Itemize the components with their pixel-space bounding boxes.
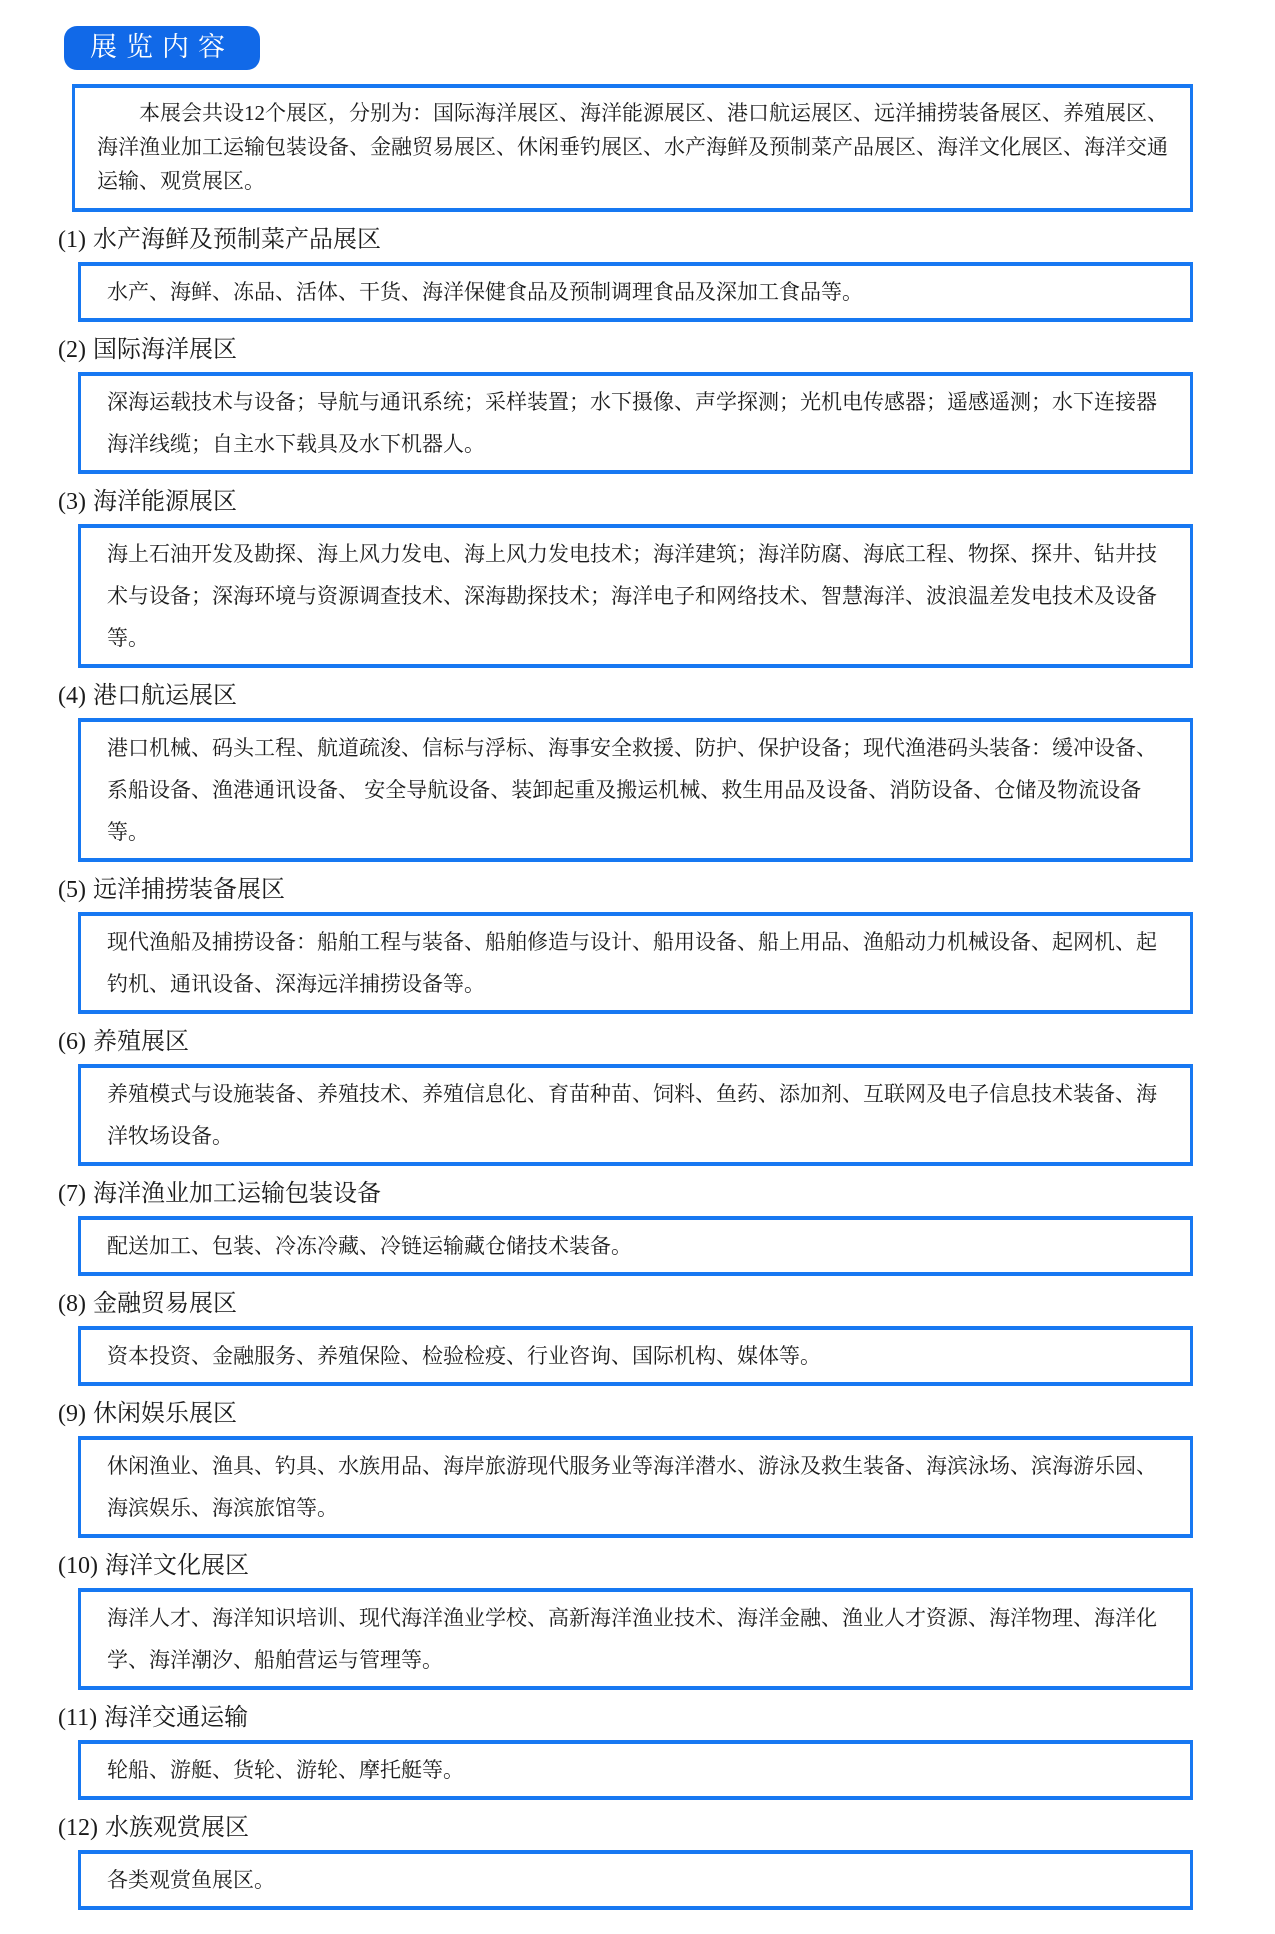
zone-heading	[58, 681, 1275, 711]
zone-number: (2)	[58, 337, 86, 363]
zone-number: (4)	[58, 683, 86, 709]
exhibition-zone-section	[0, 1703, 1275, 1800]
zone-sections-list	[0, 225, 1275, 1910]
page-title: 展览内容	[90, 32, 234, 62]
zone-description: 资本投资、金融服务、养殖保险、检验检疫、行业咨询、国际机构、媒体等。	[107, 1344, 821, 1368]
zone-description: 轮船、游艇、货轮、游轮、摩托艇等。	[107, 1758, 464, 1782]
zone-title: 港口航运展区	[92, 683, 237, 709]
zone-description: 养殖模式与设施装备、养殖技术、养殖信息化、育苗种苗、饲料、鱼药、添加剂、互联网及电子信息技术装备、海洋牧场设备。	[107, 1082, 1157, 1148]
page-title-banner	[64, 26, 260, 70]
exhibition-zone-section	[0, 875, 1275, 1014]
zone-description: 休闲渔业、渔具、钓具、水族用品、海岸旅游现代服务业等海洋潜水、游泳及救生装备、海滨泳场、滨海游乐园、海滨娱乐、海滨旅馆等。	[107, 1454, 1157, 1520]
zone-number: (1)	[58, 227, 86, 253]
zone-description-box	[78, 1436, 1193, 1538]
zone-description-box	[78, 1850, 1193, 1910]
zone-title: 水产海鲜及预制菜产品展区	[92, 227, 381, 253]
exhibition-zone-section	[0, 1813, 1275, 1910]
zone-description-box	[78, 524, 1193, 668]
zone-number: (6)	[58, 1029, 86, 1055]
zone-number: (9)	[58, 1401, 86, 1427]
zone-title: 国际海洋展区	[92, 337, 237, 363]
exhibition-zone-section	[0, 487, 1275, 668]
zone-title: 海洋文化展区	[104, 1553, 249, 1579]
zone-description: 水产、海鲜、冻品、活体、干货、海洋保健食品及预制调理食品及深加工食品等。	[107, 280, 863, 304]
zone-heading	[58, 335, 1275, 365]
zone-heading	[58, 1813, 1275, 1843]
zone-number: (3)	[58, 489, 86, 515]
zone-title: 海洋渔业加工运输包装设备	[92, 1181, 381, 1207]
zone-title: 休闲娱乐展区	[92, 1401, 237, 1427]
intro-box	[72, 84, 1193, 212]
zone-number: (5)	[58, 877, 86, 903]
zone-heading	[58, 1703, 1275, 1733]
exhibition-zone-section	[0, 1027, 1275, 1166]
zone-description: 现代渔船及捕捞设备：船舶工程与装备、船舶修造与设计、船用设备、船上用品、渔船动力机械设备、起网机、起钓机、通讯设备、深海远洋捕捞设备等。	[107, 930, 1157, 996]
zone-description: 港口机械、码头工程、航道疏浚、信标与浮标、海事安全救援、防护、保护设备；现代渔港码头装备：缓冲设备、系船设备、渔港通讯设备、 安全导航设备、装卸起重及搬运机械、救生用品及设备、消防设备、仓储及物流设备等。	[107, 736, 1157, 844]
zone-description-box	[78, 262, 1193, 322]
zone-description-box	[78, 912, 1193, 1014]
zone-description-box	[78, 1588, 1193, 1690]
zone-description-box	[78, 372, 1193, 474]
zone-title: 海洋能源展区	[92, 489, 237, 515]
zone-description: 海上石油开发及勘探、海上风力发电、海上风力发电技术；海洋建筑；海洋防腐、海底工程、物探、探井、钻井技术与设备；深海环境与资源调查技术、深海勘探技术；海洋电子和网络技术、智慧海洋、波浪温差发电技术及设备等。	[107, 542, 1157, 650]
exhibition-zone-section	[0, 1179, 1275, 1276]
exhibition-zone-section	[0, 1551, 1275, 1690]
zone-description: 各类观赏鱼展区。	[107, 1868, 275, 1892]
exhibition-zone-section	[0, 225, 1275, 322]
zone-heading	[58, 875, 1275, 905]
exhibition-zone-section	[0, 1399, 1275, 1538]
zone-heading	[58, 1179, 1275, 1209]
zone-description-box	[78, 1216, 1193, 1276]
zone-number: (11)	[58, 1705, 98, 1731]
zone-description-box	[78, 1326, 1193, 1386]
zone-heading	[58, 1027, 1275, 1057]
zone-number: (10)	[58, 1553, 98, 1579]
exhibition-zone-section	[0, 335, 1275, 474]
zone-number: (7)	[58, 1181, 86, 1207]
zone-title: 养殖展区	[92, 1029, 189, 1055]
intro-paragraph: 本展会共设12个展区，分别为：国际海洋展区、海洋能源展区、港口航运展区、远洋捕捞装备展区、养殖展区、海洋渔业加工运输包装设备、金融贸易展区、休闲垂钓展区、水产海鲜及预制菜产品展区、海洋文化展区、海洋交通运输、观赏展区。	[97, 101, 1168, 193]
zone-description-box	[78, 1740, 1193, 1800]
zone-heading	[58, 1399, 1275, 1429]
zone-heading	[58, 225, 1275, 255]
zone-heading	[58, 1551, 1275, 1581]
zone-heading	[58, 487, 1275, 517]
zone-number: (12)	[58, 1815, 98, 1841]
zone-title: 远洋捕捞装备展区	[92, 877, 285, 903]
zone-heading	[58, 1289, 1275, 1319]
zone-description: 深海运载技术与设备；导航与通讯系统；采样装置；水下摄像、声学探测；光机电传感器；遥感遥测；水下连接器海洋线缆；自主水下载具及水下机器人。	[107, 390, 1157, 456]
exhibition-zone-section	[0, 681, 1275, 862]
zone-title: 海洋交通运输	[104, 1705, 249, 1731]
zone-title: 水族观赏展区	[104, 1815, 249, 1841]
zone-description-box	[78, 718, 1193, 862]
zone-description: 海洋人才、海洋知识培训、现代海洋渔业学校、高新海洋渔业技术、海洋金融、渔业人才资源、海洋物理、海洋化学、海洋潮汐、船舶营运与管理等。	[107, 1606, 1157, 1672]
zone-description: 配送加工、包装、冷冻冷藏、冷链运输藏仓储技术装备。	[107, 1234, 632, 1258]
zone-description-box	[78, 1064, 1193, 1166]
zone-title: 金融贸易展区	[92, 1291, 237, 1317]
exhibition-zone-section	[0, 1289, 1275, 1386]
zone-number: (8)	[58, 1291, 86, 1317]
